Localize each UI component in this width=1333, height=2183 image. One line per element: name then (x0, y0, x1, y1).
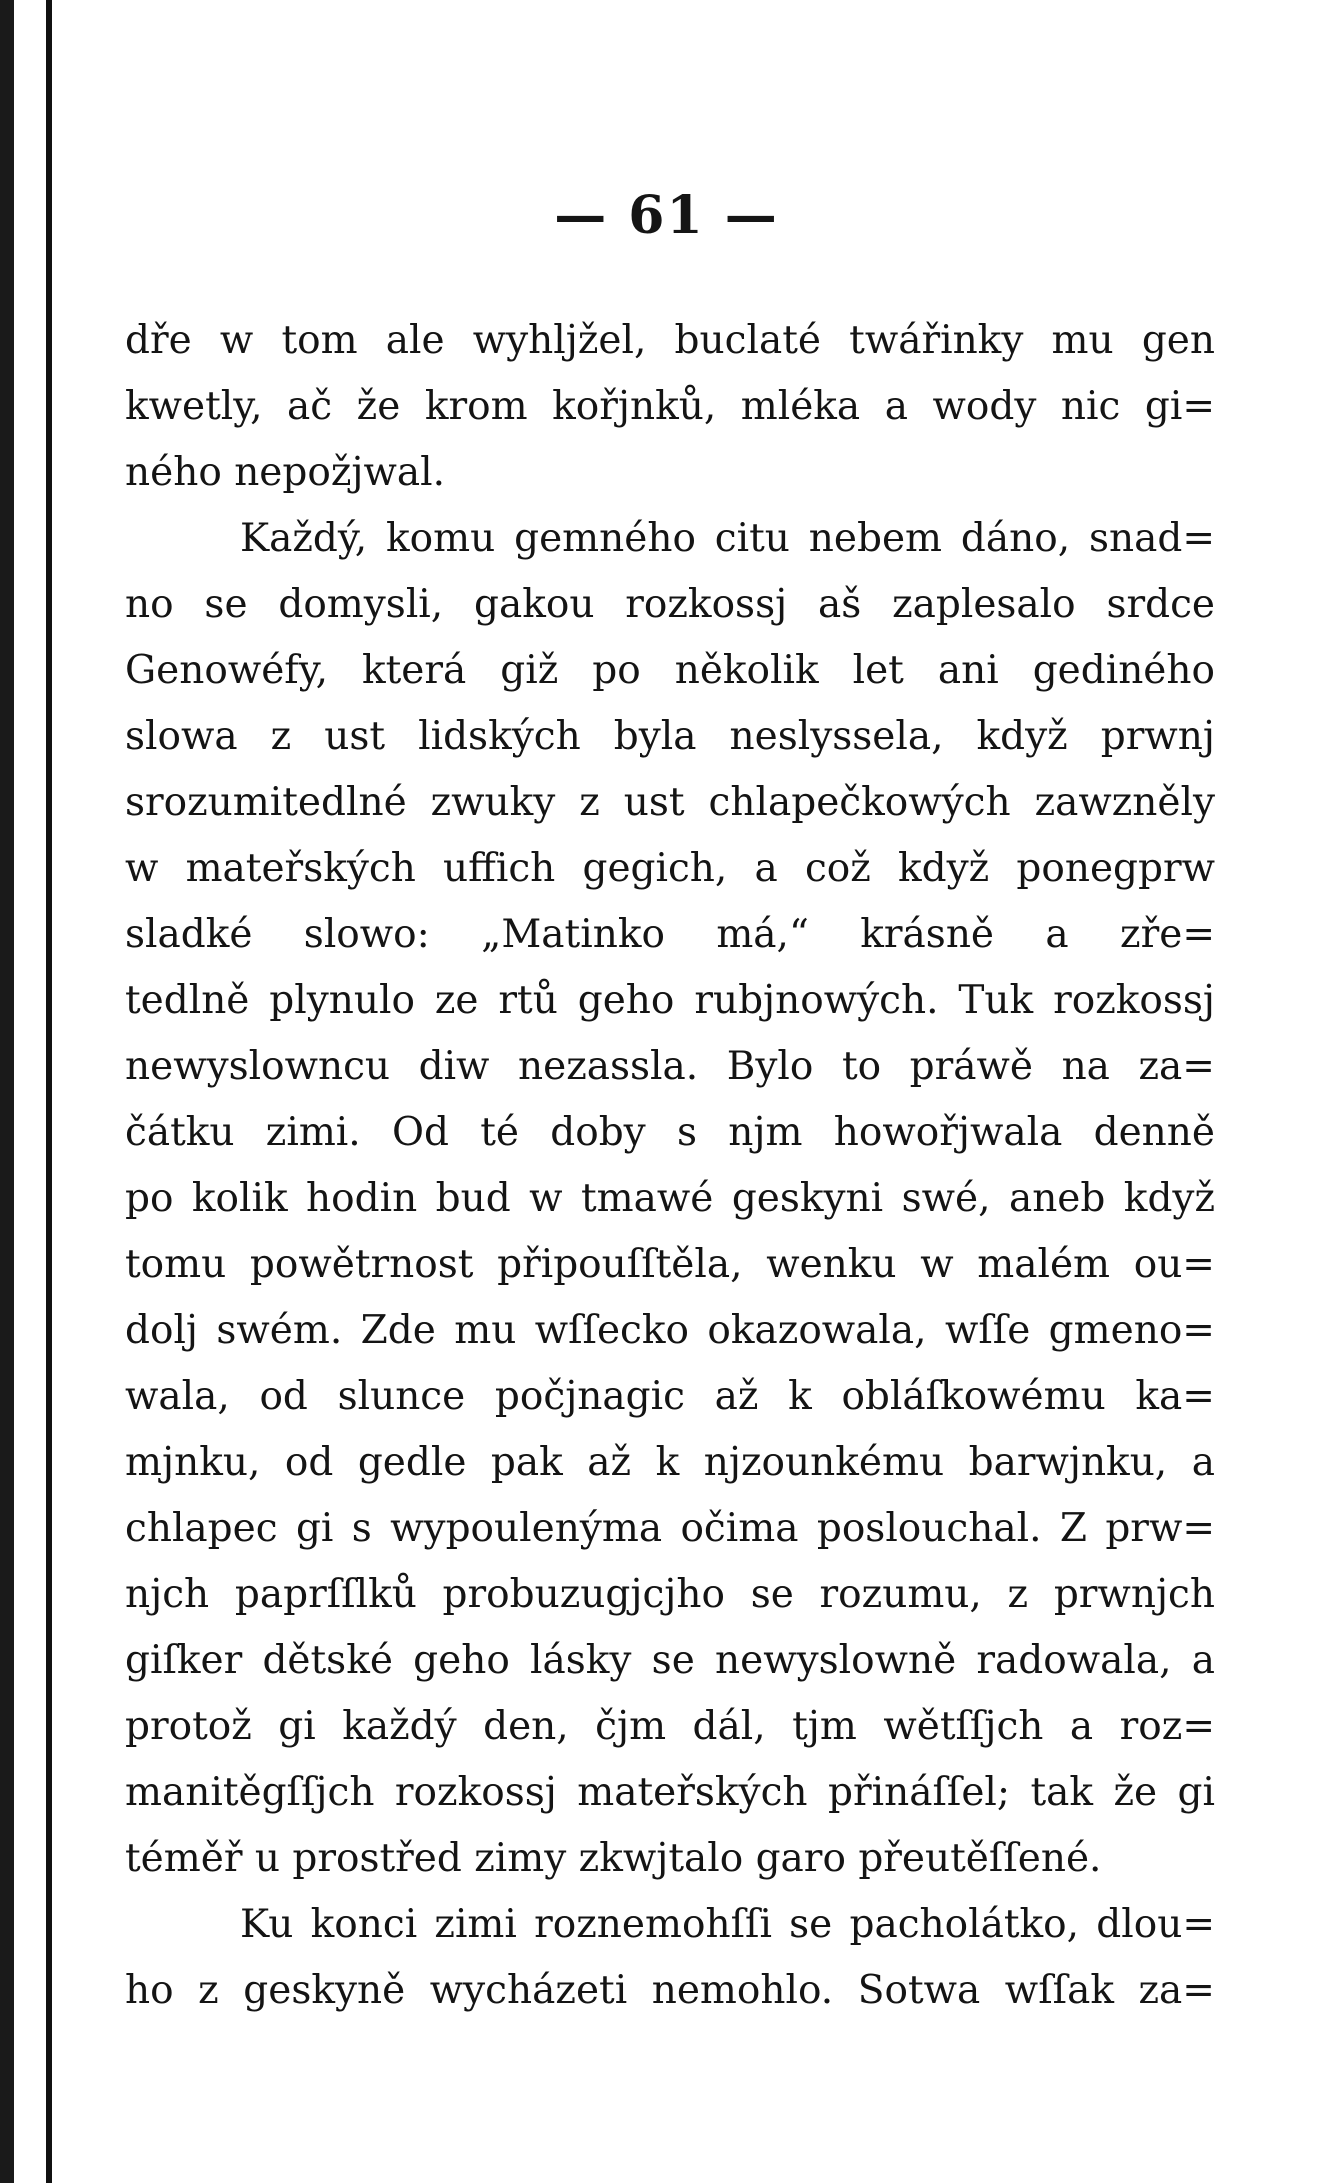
text-line-19: chlapec gi s wypoulenýma očima poslouchal. Z prw= (125, 1506, 1215, 1551)
text-line-24: téměř u prostřed zimy zkwjtalo garo přeutěſſené. (125, 1836, 1102, 1881)
text-line-21: giſker dětské geho lásky se newyslowně radowala, a (125, 1638, 1215, 1683)
text-line-7: slowa z ust lidských byla neslyssela, když prwnj (125, 714, 1215, 759)
body-text (125, 308, 1215, 2024)
text-line-9: w mateřských uffich gegich, a což když ponegprw (125, 846, 1215, 891)
text-line-25: Ku konci zimi roznemohſſi se pacholátko, dlou= (240, 1902, 1215, 1947)
text-line-16: dolj swém. Zde mu wſſecko okazowala, wſſe gmeno= (125, 1308, 1215, 1353)
text-line-23: manitěgſſjch rozkossj mateřských přináſſel; tak že gi (125, 1770, 1215, 1815)
text-line-20: njch paprſſlků probuzugjcjho se rozumu, z prwnjch (125, 1572, 1215, 1617)
text-line-11: tedlně plynulo ze rtů geho rubjnowých. Tuk rozkossj (125, 978, 1215, 1023)
text-line-12: newyslowncu diw nezassla. Bylo to práwě na za= (125, 1044, 1215, 1089)
text-line-18: mjnku, od gedle pak až k njzounkému barwjnku, a (125, 1440, 1215, 1485)
page-number: — 61 — (554, 185, 779, 246)
left-border-rule (46, 0, 52, 2183)
text-line-1: dře w tom ale wyhljžel, buclaté twářinky mu gen (125, 318, 1215, 363)
text-line-15: tomu powětrnost připouſſtěla, wenku w malém ou= (125, 1242, 1215, 1287)
text-line-6: Genowéfy, která giž po několik let ani gediného (125, 648, 1215, 693)
text-line-14: po kolik hodin bud w tmawé geskyni swé, aneb když (125, 1176, 1215, 1221)
text-line-26: ho z geskyně wycházeti nemohlo. Sotwa wſſak za= (125, 1968, 1215, 2013)
text-line-10: sladké slowo: „Matinko má,“ krásně a zře= (125, 912, 1215, 957)
text-line-3: ného nepožjwal. (125, 450, 445, 495)
text-line-4: Každý, komu gemného citu nebem dáno, snad= (240, 516, 1215, 561)
text-line-13: čátku zimi. Od té doby s njm howořjwala denně (125, 1110, 1215, 1155)
text-line-8: srozumitedlné zwuky z ust chlapečkowých zawzněly (125, 780, 1215, 825)
text-line-22: protož gi každý den, čjm dál, tjm wětſſjch a roz= (125, 1704, 1215, 1749)
text-line-5: no se domysli, gakou rozkossj aš zaplesalo srdce (125, 582, 1215, 627)
text-line-2: kwetly, ač že krom kořjnků, mléka a wody nic gi= (125, 384, 1215, 429)
left-page-edge (0, 0, 14, 2183)
text-line-17: wala, od slunce počjnagic až k obláſkowému ka= (125, 1374, 1215, 1419)
